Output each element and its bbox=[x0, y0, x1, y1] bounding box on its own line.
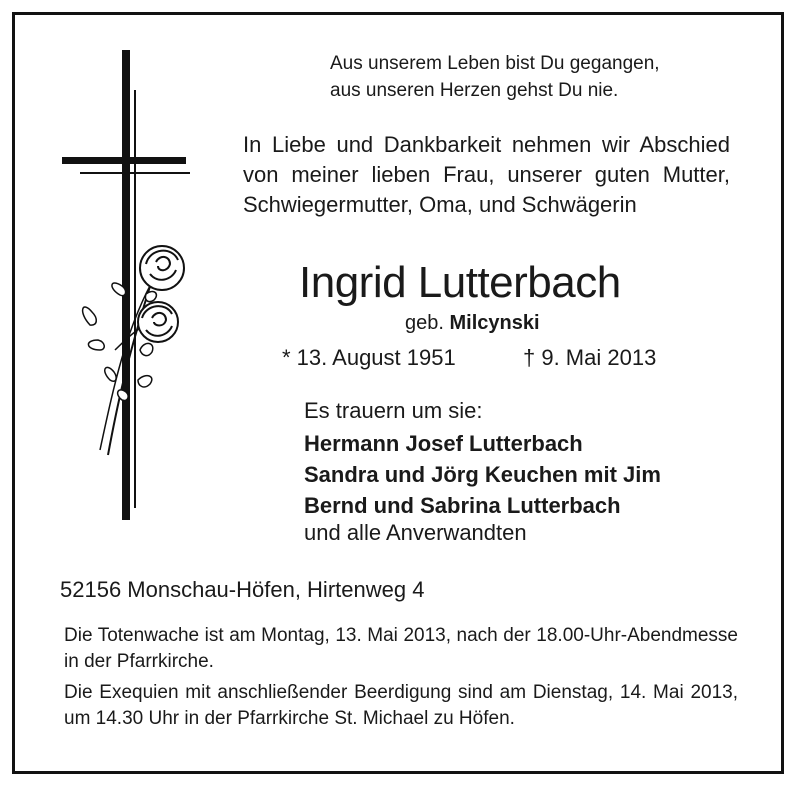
maiden-name: Milcynski bbox=[449, 312, 540, 334]
mourner-name: Sandra und Jörg Keuchen mit Jim bbox=[304, 462, 661, 487]
memorial-poem bbox=[330, 50, 660, 104]
mourner-name: Bernd und Sabrina Lutterbach bbox=[304, 493, 621, 518]
relatives-line: und alle Anverwandten bbox=[304, 520, 527, 545]
death-date: † 9. Mai 2013 bbox=[523, 345, 657, 370]
poem-line-2: aus unseren Herzen gehst Du nie. bbox=[330, 80, 619, 101]
wake-notice: Die Totenwache ist am Montag, 13. Mai 2013, nach der 18.00-Uhr-Abendmesse in der Pfarrkirche. bbox=[64, 625, 738, 672]
intro-text: In Liebe und Dankbarkeit nehmen wir Abschied von meiner lieben Frau, unserer guten Mutter, Schwiegermutter, Oma, und Schwägerin bbox=[243, 132, 730, 217]
mourner-name: Hermann Josef Lutterbach bbox=[304, 431, 583, 456]
mourners-list bbox=[304, 428, 661, 521]
cross-with-roses-icon bbox=[60, 50, 200, 520]
deceased-name: Ingrid Lutterbach bbox=[299, 258, 621, 307]
mourners-heading: Es trauern um sie: bbox=[304, 398, 483, 423]
maiden-prefix: geb. bbox=[405, 312, 444, 334]
birth-date: * 13. August 1951 bbox=[282, 345, 456, 370]
address: 52156 Monschau-Höfen, Hirtenweg 4 bbox=[60, 577, 425, 602]
funeral-notice: Die Exequien mit anschließender Beerdigung sind am Dienstag, 14. Mai 2013, um 14.30 Uhr in der Pfarrkirche St. Michael zu Höfen. bbox=[64, 682, 738, 729]
poem-line-1: Aus unserem Leben bist Du gegangen, bbox=[330, 53, 660, 74]
maiden-name-line bbox=[405, 312, 540, 335]
